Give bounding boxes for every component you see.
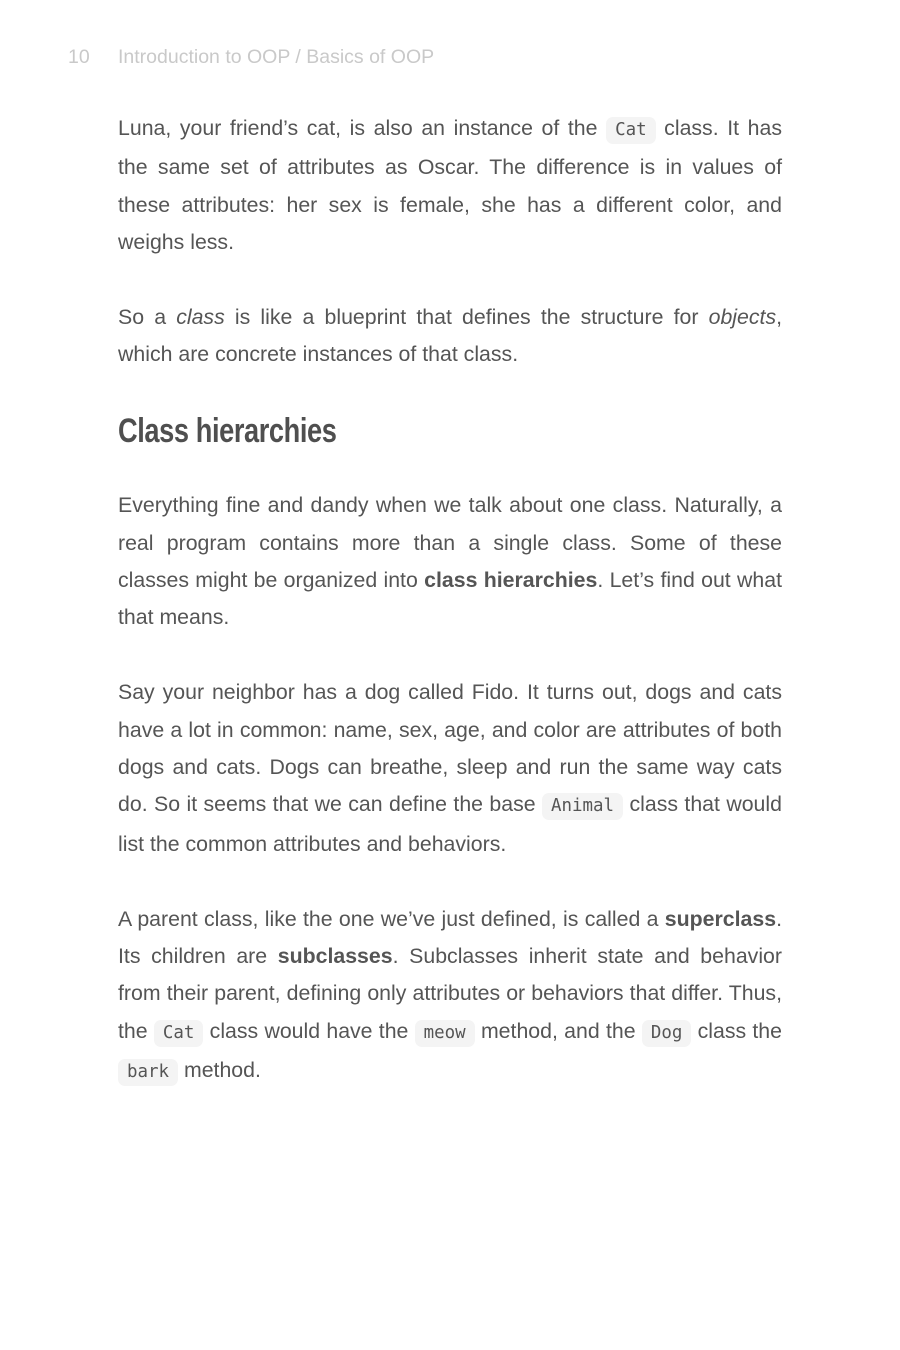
inline-code: Animal (542, 793, 623, 820)
inline-text: . Let’s find out what that means. (118, 568, 782, 630)
inline-text: Everything fine and dandy when we talk about one class. Naturally, a real program contains more than a single class. Some of these classes might be organized into (118, 493, 782, 593)
inline-code: meow (415, 1020, 475, 1047)
inline-text: class would have the (203, 1018, 415, 1043)
inline-text: class. It has the same set of attributes as Oscar. The difference is in values of these attributes: her sex is female, she has a different color, and weighs less. (118, 116, 782, 255)
inline-b: subclasses (277, 944, 393, 969)
paragraph-fido-animal (118, 674, 782, 863)
page-content (118, 110, 782, 1129)
inline-text: class that would list the common attributes and behaviors. (118, 792, 782, 856)
inline-b: class hierarchies (424, 568, 598, 593)
inline-text: . Its children are (118, 906, 782, 969)
breadcrumb: Introduction to OOP / Basics of OOP (118, 46, 435, 68)
inline-b: superclass (664, 906, 777, 931)
inline-text: . Subclasses inherit state and behavior from their parent, defining only attributes or behaviors that differ. Thus, the (118, 944, 782, 1043)
inline-text: class the (691, 1018, 782, 1043)
inline-text: is like a blueprint that defines the structure for (224, 305, 709, 330)
inline-code: Cat (154, 1020, 204, 1047)
inline-text: method. (178, 1058, 261, 1083)
paragraph-class-blueprint (118, 299, 782, 374)
paragraph-luna-cat (118, 110, 782, 262)
inline-text: Luna, your friend’s cat, is also an instance of the (118, 116, 607, 140)
inline-text: So a (118, 305, 177, 330)
inline-code: bark (118, 1059, 178, 1086)
inline-code: Dog (642, 1020, 692, 1047)
section-heading-text: Class hierarchies (118, 412, 337, 451)
paragraph-superclass-subclasses (118, 901, 782, 1092)
inline-i: objects (708, 305, 777, 330)
section-heading (118, 411, 782, 451)
inline-code: Cat (606, 117, 656, 144)
paragraph-class-hierarchies-intro (118, 487, 782, 637)
inline-text: Say your neighbor has a dog called Fido. It turns out, dogs and cats have a lot in common: name, sex, age, and color are attributes of both dogs and cats. Dogs can breathe, sleep and run the same way cats do. So it seems that we can define the base (118, 680, 782, 817)
inline-text: method, and the (474, 1018, 642, 1043)
inline-text: A parent class, like the one we’ve just defined, is called a (118, 906, 665, 931)
inline-text: , which are concrete instances of that class. (118, 305, 783, 367)
page-number: 10 (68, 46, 90, 68)
inline-i: class (176, 305, 225, 330)
page-header (68, 46, 434, 68)
